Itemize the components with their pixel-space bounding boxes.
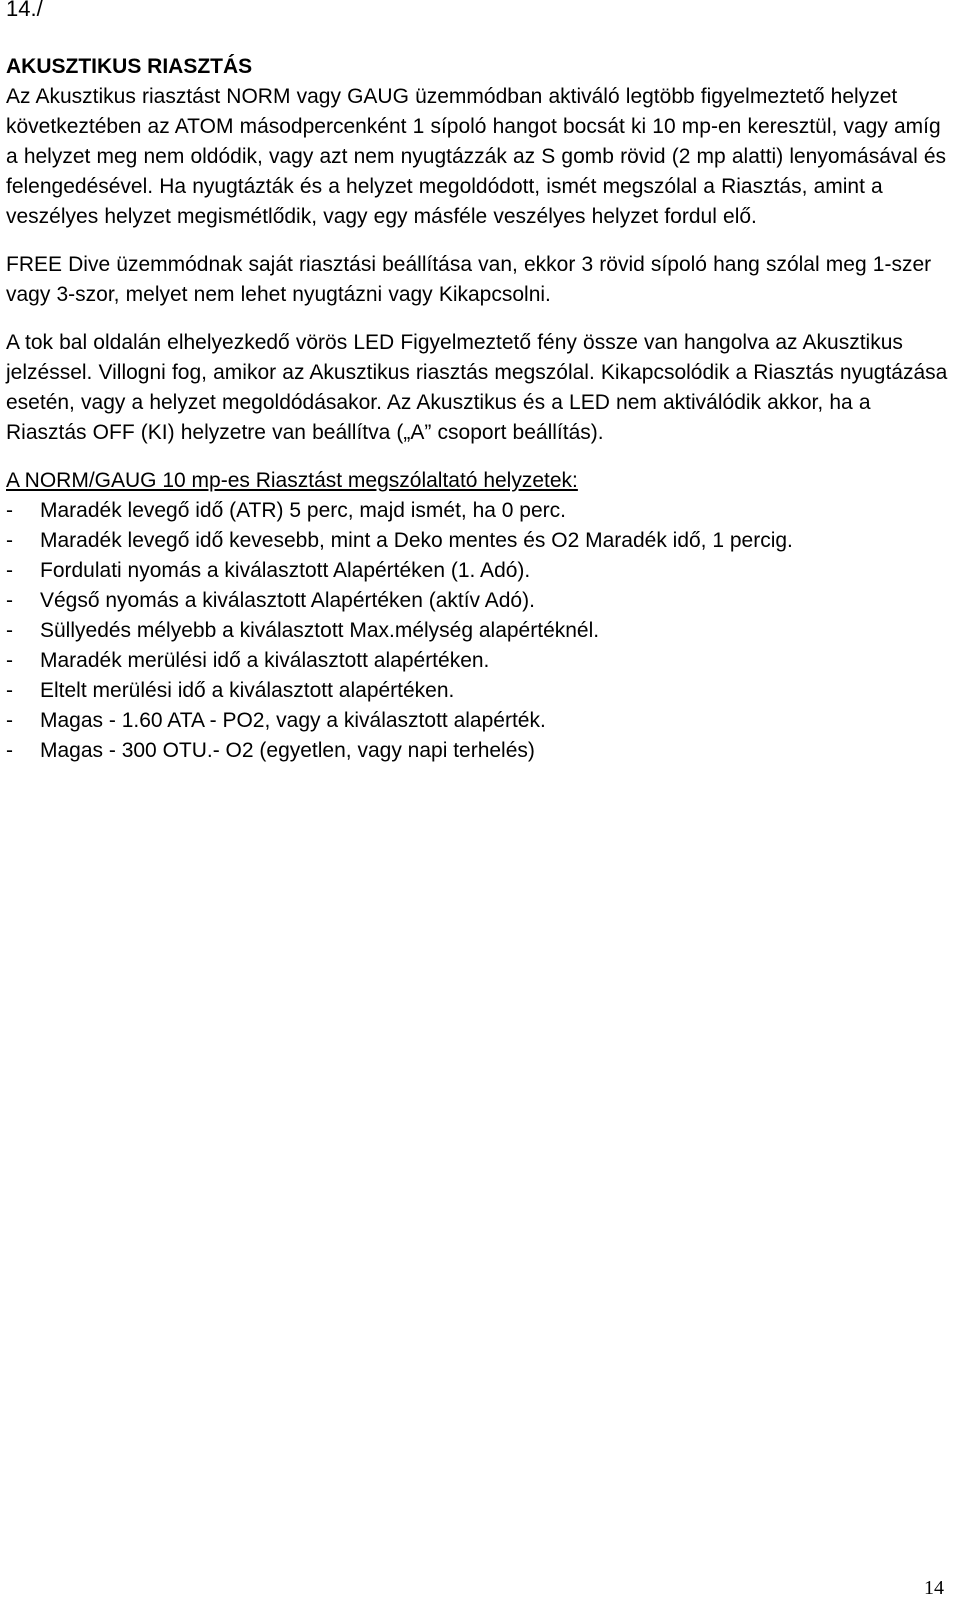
list-dash: - [6, 739, 13, 762]
page-number: 14 [924, 1577, 944, 1599]
list-item-text: Magas - 300 OTU.- O2 (egyetlen, vagy napi terhelés) [40, 739, 535, 762]
chapter-label: 14./ [6, 0, 43, 21]
list-item [6, 616, 956, 646]
list-item [6, 556, 956, 586]
list-dash: - [6, 649, 13, 672]
list-item-text: Maradék levegő idő (ATR) 5 perc, majd ismét, ha 0 perc. [40, 499, 566, 522]
list-item-text: Süllyedés mélyebb a kiválasztott Max.mélység alapértéknél. [40, 619, 600, 642]
list-title: A NORM/GAUG 10 mp-es Riasztást megszólaltató helyzetek: [6, 469, 578, 492]
list-item [6, 646, 956, 676]
list-item-text: Maradék levegő idő kevesebb, mint a Deko mentes és O2 Maradék idő, 1 percig. [40, 529, 793, 552]
list-item [6, 706, 956, 736]
paragraph-free-dive-alarm: FREE Dive üzemmódnak saját riasztási beállítása van, ekkor 3 rövid sípoló hang szólal meg 1-szer vagy 3-szor, melyet nem lehet nyugtázni vagy Kikapcsolni. [6, 253, 932, 306]
section-title: AKUSZTIKUS RIASZTÁS [6, 55, 253, 78]
list-item-text: Végső nyomás a kiválasztott Alapértéken (aktív Adó). [40, 589, 535, 612]
section-content [6, 52, 956, 766]
list-item [6, 586, 956, 616]
list-dash: - [6, 589, 13, 612]
alarm-conditions-list [6, 496, 956, 766]
list-item-text: Magas - 1.60 ATA - PO2, vagy a kiválasztott alapérték. [40, 709, 546, 732]
list-item [6, 736, 956, 766]
list-dash: - [6, 499, 13, 522]
paragraph-led-warning: A tok bal oldalán elhelyezkedő vörös LED Figyelmeztető fény össze van hangolva az Akusztikus jelzéssel. Villogni fog, amikor az Akusztikus riasztás megszólal. Kikapcsolódik a Riasztás nyugtázása esetén, vagy a helyzet megoldódásakor. Az Akusztikus és a LED nem aktiválódik akkor, ha a Riasztás OFF (KI) helyzetre van beállítva („A” csoport beállítás). [6, 331, 948, 444]
list-item-text: Maradék merülési idő a kiválasztott alapértéken. [40, 649, 490, 672]
list-item [6, 526, 956, 556]
list-item-text: Eltelt merülési idő a kiválasztott alapértéken. [40, 679, 455, 702]
list-dash: - [6, 709, 13, 732]
paragraph-acoustic-alarm: Az Akusztikus riasztást NORM vagy GAUG üzemmódban aktiváló legtöbb figyelmeztető helyzet következtében az ATOM másodpercenként 1 sípoló hangot bocsát ki 10 mp-en keresztül, vagy amíg a helyzet meg nem oldódik, vagy azt nem nyugtázzák az S gomb rövid (2 mp alatti) lenyomásával és felengedésével. Ha nyugtázták és a helyzet megoldódott, ismét megszólal a Riasztás, amint a veszélyes helyzet megismétlődik, vagy egy másféle veszélyes helyzet fordul elő. [6, 85, 947, 228]
list-dash: - [6, 529, 13, 552]
list-dash: - [6, 619, 13, 642]
list-item [6, 496, 956, 526]
list-dash: - [6, 679, 13, 702]
list-item-text: Fordulati nyomás a kiválasztott Alapértéken (1. Adó). [40, 559, 531, 582]
list-item [6, 676, 956, 706]
list-dash: - [6, 559, 13, 582]
